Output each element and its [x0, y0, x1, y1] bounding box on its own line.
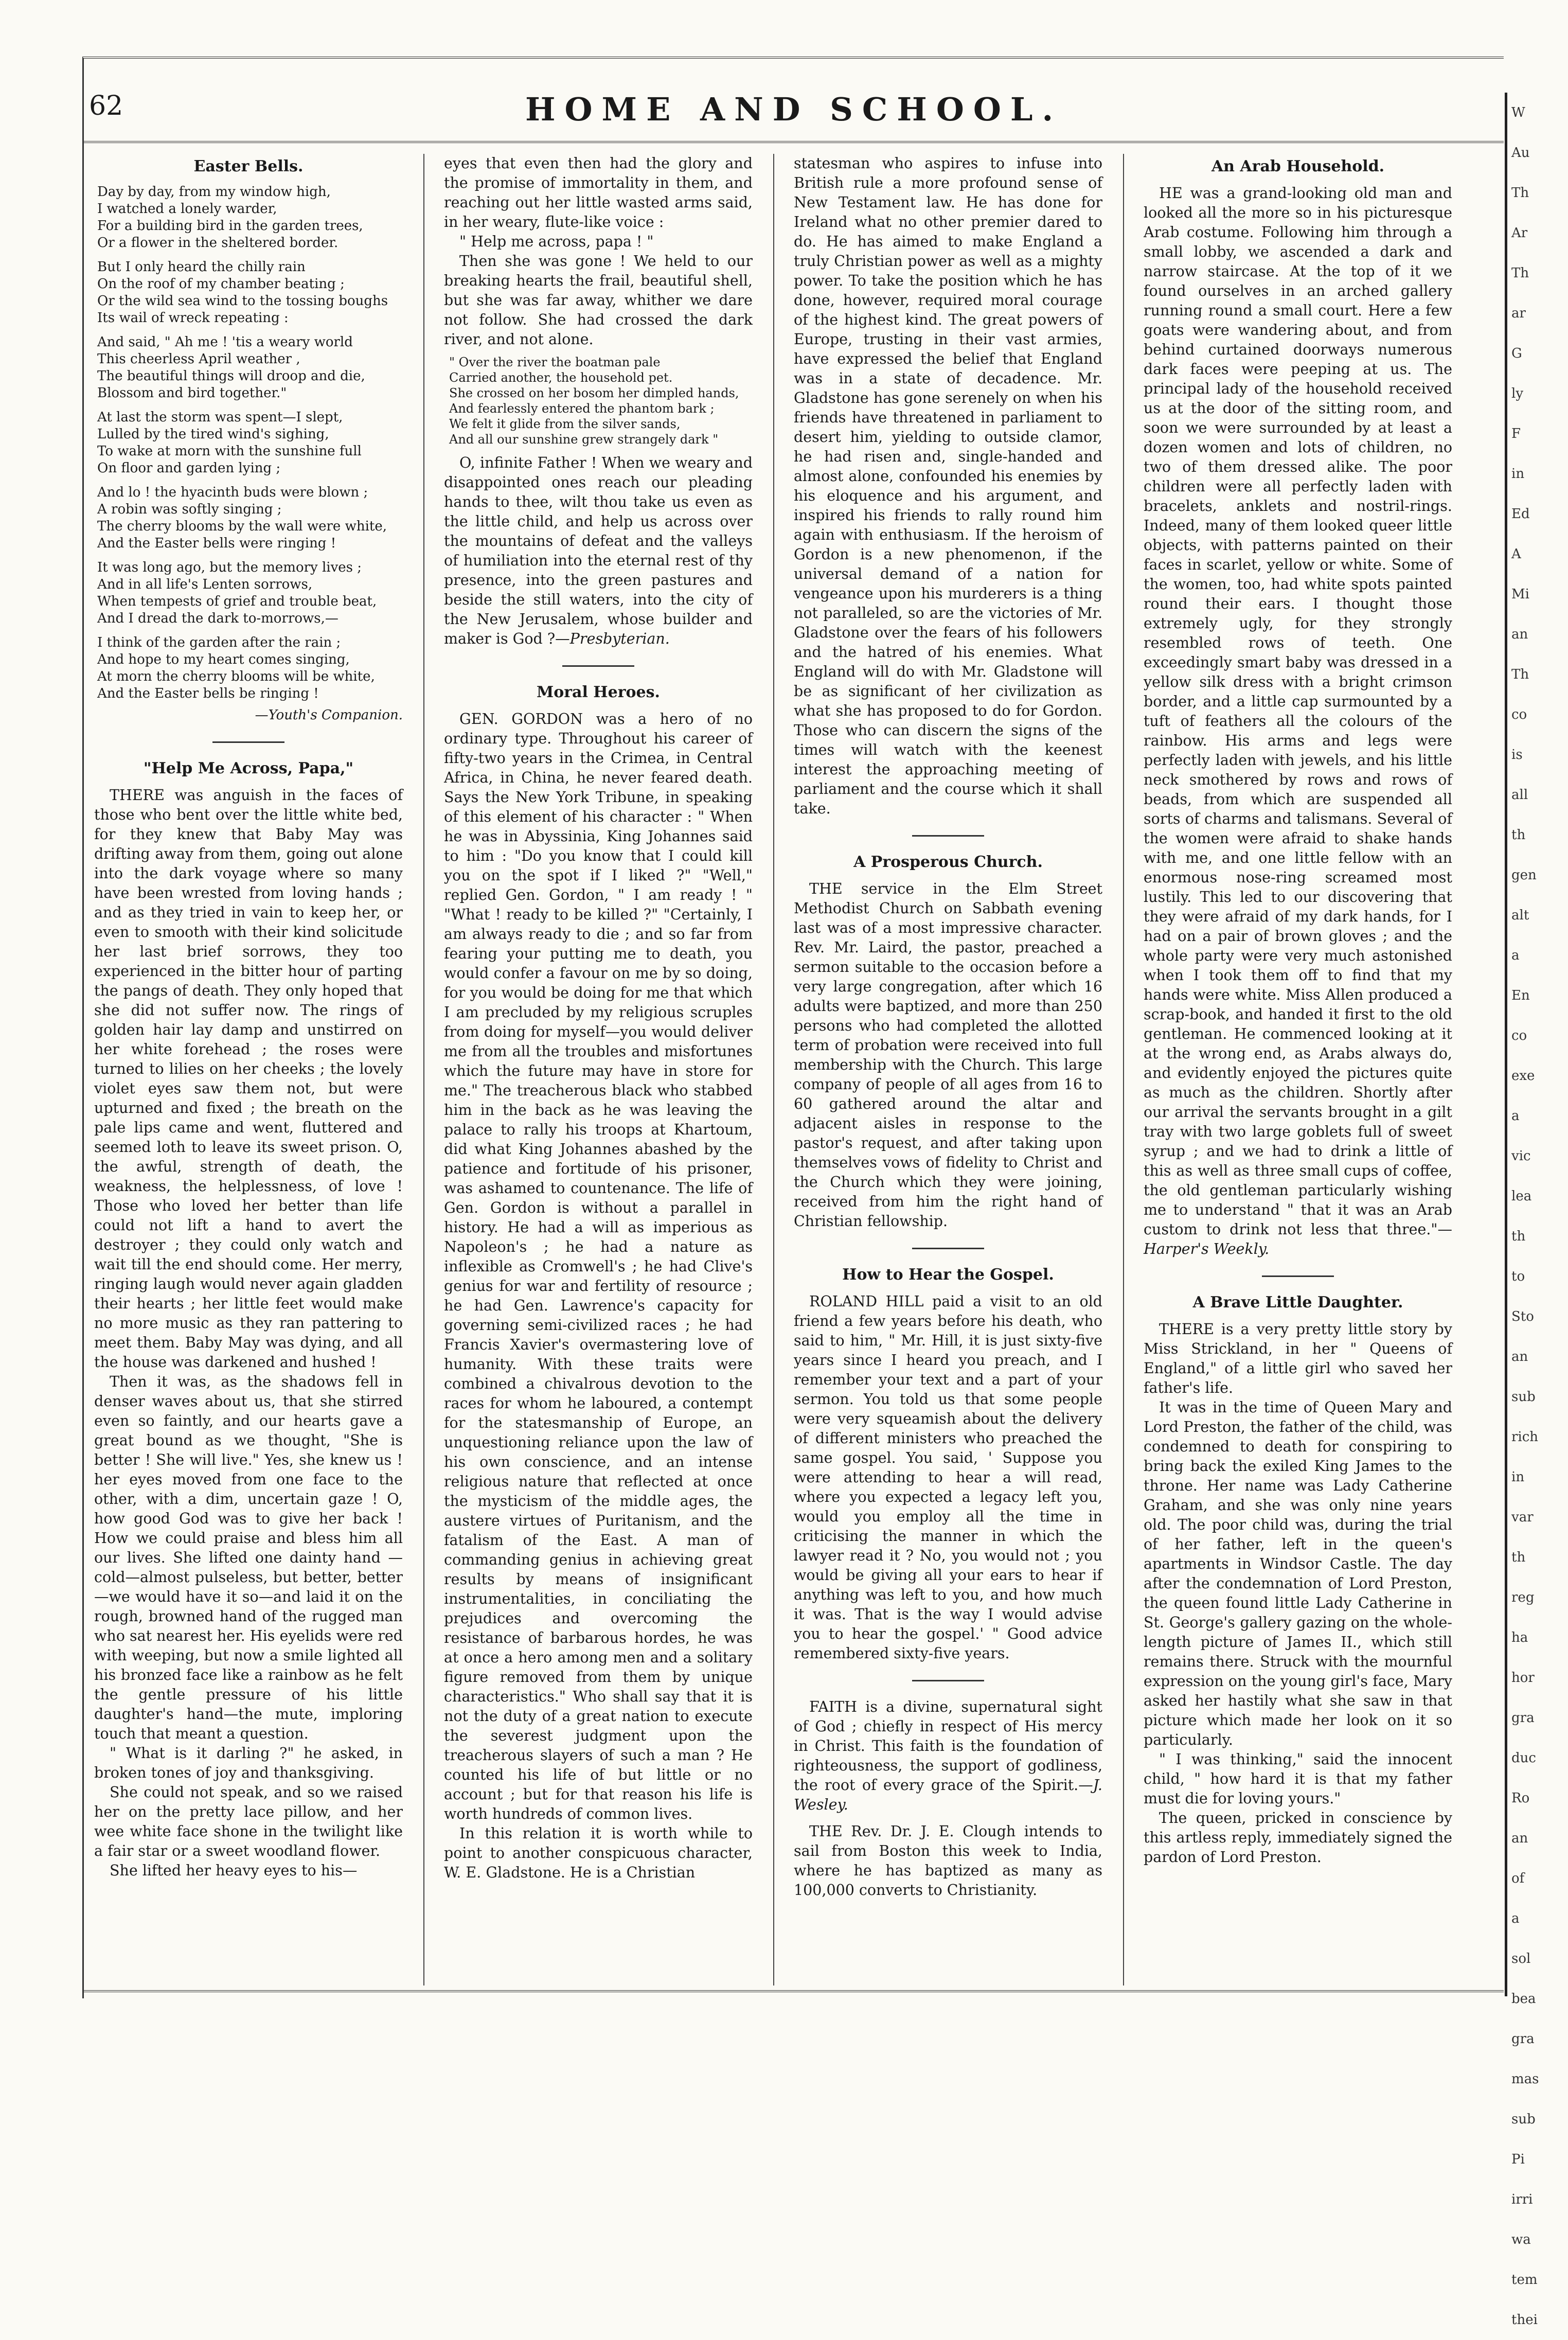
separator: [794, 826, 1102, 845]
article-faith: [794, 1697, 1102, 1815]
margin-fragment: is: [1511, 747, 1523, 763]
margin-fragment: G: [1511, 346, 1522, 361]
column-1: [94, 154, 403, 1986]
paragraph: " I was thinking," said the innocent child, " how hard it is that my father must die for loving yours.": [1144, 1751, 1452, 1807]
article-continuation-moral-heroes: [794, 154, 1102, 819]
margin-fragment: bea: [1511, 1991, 1536, 2007]
margin-fragment: W: [1511, 105, 1525, 120]
margin-fragment: ly: [1511, 386, 1524, 401]
margin-fragment: Mi: [1511, 587, 1529, 602]
margin-fragment: gra: [1511, 1710, 1535, 1726]
page-frame: [82, 57, 1504, 1998]
poem-stanza: It was long ago, but the memory lives ; And in all life's Lenten sorrows, When tempests of grief and trouble beat, And I dread the dark to-morrows,—: [97, 560, 377, 626]
source-credit: Harper's Weekly.: [1144, 1240, 1270, 1257]
page-header: [84, 79, 1504, 143]
margin-fragment: mas: [1511, 2071, 1539, 2087]
article-body-hear-gospel: [794, 1292, 1102, 1663]
margin-fragment: an: [1511, 627, 1528, 642]
column-divider: [1123, 154, 1124, 1986]
article-body-help-me-across: [94, 786, 403, 1881]
paragraph: THE Rev. Dr. J. E. Clough intends to sail from Boston this week to India, where he has baptized as many as 100,000 converts to Christianity.: [794, 1823, 1102, 1899]
margin-fragment: thei: [1511, 2312, 1538, 2328]
margin-fragment: Pi: [1511, 2152, 1525, 2167]
margin-fragment: vic: [1511, 1148, 1531, 1164]
margin-fragment: gra: [1511, 2031, 1535, 2047]
poem-stanza: But I only heard the chilly rain On the roof of my chamber beating ; Or the wild sea wind to the tossing boughs Its wail of wreck repeating :: [97, 259, 388, 326]
margin-fragment: Th: [1511, 667, 1529, 682]
paragraph: She could not speak, and so we raised her on the pretty lace pillow, and her wee white face shone in the twilight like a fair star or a sweet woodland flower.: [94, 1784, 403, 1859]
poem-easter-bells: [97, 184, 403, 702]
margin-fragment: th: [1511, 1229, 1526, 1244]
margin-fragment: Sto: [1511, 1309, 1534, 1324]
separator: [94, 732, 403, 752]
article-body-prosperous-church: [794, 879, 1102, 1231]
margin-fragment: sol: [1511, 1951, 1531, 1966]
poem-stanza: Day by day, from my window high, I watched a lonely warder, For a building bird in the garden trees, Or a flower in the sheltered border.: [97, 184, 363, 251]
margin-fragment: ha: [1511, 1630, 1528, 1645]
paragraph: Then she was gone ! We held to our breaking hearts the frail, beautiful shell, but she was far away, whither we dare not follow. She had crossed the dark river, and not alone.: [444, 253, 753, 348]
page-title: HOME AND SCHOOL.: [525, 91, 1063, 128]
separator: [794, 1671, 1102, 1690]
article-body-moral-heroes: [444, 710, 753, 1883]
paragraph: Then it was, as the shadows fell in denser waves about us, that she stirred even so faintly, and our hearts gave a great bound as we thought, "She is better ! She will live." Yes, she knew us ! her eyes moved from one face to the other, with a dim, uncertain gaze ! O, how good God was to give her back ! How we could praise and bless him all our lives. She lifted one dainty hand —cold—almost pulseless, but better, better—we would have it so—and laid it on the rough, browned hand of the rugged man who sat nearest her. His eyelids were red with weeping, but now a smile lighted all his bronzed face like a rainbow as he felt the gentle pressure of his little daughter's hand—the mute, imploring touch that meant a question.: [94, 1373, 403, 1742]
poem-stanza: I think of the garden after the rain ; And hope to my heart comes singing, At morn the cherry blooms will be white, And the Easter bells be ringing !: [97, 635, 375, 701]
article-ending: [444, 453, 753, 649]
columns: [94, 154, 1504, 1986]
margin-fragment: lea: [1511, 1189, 1532, 1204]
paragraph: She lifted her heavy eyes to his—: [110, 1862, 358, 1879]
paragraph: In this relation it is worth while to point to another conspicuous character, W. E. Gladstone. He is a Christian: [444, 1825, 753, 1881]
margin-fragment: gen: [1511, 867, 1537, 883]
margin-fragment: a: [1511, 1911, 1520, 1926]
margin-fragment: sub: [1511, 1389, 1536, 1405]
paragraph: eyes that even then had the glory and the promise of immortality in them, and reaching out her little wasted arms said, in her weary, flute-like voice :: [444, 155, 753, 231]
margin-fragment: exe: [1511, 1068, 1535, 1084]
paragraph: THERE was anguish in the faces of those who bent over the little white bed, for they knew that Baby May was drifting away from them, going out alone into the dark voyage where so many have been wrested from loving hands ; and as they tried in vain to keep her, or even to smooth with their kind solicitude her last brief sorrows, they too experienced in the bitter hour of parting the pangs of death. They only hoped that she did not suffer now. The rings of golden hair lay damp and unstirred on her white forehead ; the roses were turned to lilies on her cheeks ; the lovely violet eyes saw them not, but were upturned and fixed ; the breath on the pale lips came and went, fluttered and seemed loth to leave its sweet prison. O, the awful, strength of death, the weakness, the helplessness, of love ! Those who loved her better than life could not lift a hand to avert the destroyer ; they could only watch and wait till the end should come. Her merry, ringing laugh would never again gladden their hearts ; her little feet would make no more music as they ran pattering to meet them. Baby May was dying, and all the house was darkened and hushed !: [94, 787, 403, 1371]
margin-fragment: an: [1511, 1831, 1528, 1846]
article-body-arab-household: [1144, 184, 1452, 1259]
margin-fragment: F: [1511, 426, 1521, 441]
margin-fragment: to: [1511, 1269, 1525, 1284]
article-title-hear-gospel: How to Hear the Gospel.: [842, 1266, 1054, 1284]
margin-fragment: Ro: [1511, 1791, 1530, 1806]
paragraph: The queen, pricked in conscience by this artless reply, immediately signed the pardon of Lord Preston.: [1144, 1810, 1452, 1866]
article-body-brave-daughter: [1144, 1320, 1452, 1867]
page-number: 62: [89, 91, 123, 121]
margin-fragment: Ar: [1511, 225, 1528, 241]
poem-source: —Youth's Companion.: [255, 707, 403, 723]
article-title-moral-heroes: Moral Heroes.: [537, 683, 660, 701]
margin-fragment: all: [1511, 787, 1528, 803]
margin-fragment: in: [1511, 1469, 1525, 1485]
column-4: [1144, 154, 1452, 1986]
margin-fragment: a: [1511, 948, 1520, 963]
paragraph: [1144, 184, 1452, 1259]
margin-fragment: tem: [1511, 2272, 1538, 2288]
paragraph: THERE is a very pretty little story by Miss Strickland, in her " Queens of England," of a little girl who saved her father's life.: [1144, 1321, 1452, 1396]
margin-fragment: alt: [1511, 908, 1529, 923]
paragraph: It was in the time of Queen Mary and Lord Preston, the father of the child, was condemned to death for conspiring to bring back the exiled King James to the throne. Her name was Lady Catherine Graham, and she was only nine years old. The poor child was, during the trial of her father, left in the queen's apartments in Windsor Castle. The day after the condemnation of Lord Preston, the queen found little Lady Catherine in St. George's gallery gazing on the whole-length picture of James II., which still remains there. Struck with the mournful expression on the young girl's face, Mary asked her hastily what she saw in that picture which made her look on it so particularly.: [1144, 1399, 1452, 1748]
poem-stanza: At last the storm was spent—I slept, Lulled by the tired wind's sighing, To wake at morn with the sunshine full On floor and garden lying ;: [97, 410, 362, 476]
margin-fragment: Au: [1511, 145, 1530, 161]
column-2: [444, 154, 753, 1986]
quoted-verse: " Over the river the boatman pale Carried another, the household pet. She crossed on her bosom her dimpled hands, And fearlessly entered the phantom bark ; We felt it glide from the silver sands, And all our sunshine grew strangely dark ": [449, 355, 739, 447]
article-title-brave-daughter: A Brave Little Daughter.: [1192, 1293, 1403, 1311]
margin-fragment: sub: [1511, 2112, 1536, 2127]
margin-fragment: th: [1511, 827, 1526, 843]
source-credit: Presbyterian.: [569, 630, 670, 647]
margin-fragment: wa: [1511, 2232, 1531, 2247]
margin-fragment: in: [1511, 466, 1525, 482]
separator: [794, 1238, 1102, 1258]
paragraph-text: FAITH is a divine, supernatural sight of God ; chiefly in respect of His mercy in Christ. This faith is the foundation of righteousness, the support of godliness, the root of every grace of the Spirit.—: [794, 1698, 1102, 1794]
margin-fragment: En: [1511, 988, 1530, 1003]
separator: [1144, 1266, 1452, 1286]
margin-fragment: hor: [1511, 1670, 1535, 1686]
margin-fragment: Th: [1511, 185, 1529, 201]
margin-fragment: th: [1511, 1550, 1526, 1565]
margin-fragment: var: [1511, 1510, 1534, 1525]
margin-fragment: duc: [1511, 1750, 1536, 1766]
margin-fragment: a: [1511, 1108, 1520, 1124]
margin-fragment: Ed: [1511, 506, 1530, 522]
margin-fragment: rich: [1511, 1429, 1539, 1445]
margin-fragment: irri: [1511, 2192, 1533, 2207]
poem-stanza: And said, " Ah me ! 'tis a weary world This cheerless April weather , The beautiful things will droop and die, Blossom and bird together.": [97, 334, 365, 401]
column-divider: [423, 154, 424, 1986]
paragraph-text: O, infinite Father ! When we weary and disappointed ones reach our pleading hands to thee, wilt thou take us even as the little child, and help us across over the mountains of defeat and the valleys of humiliation into the eternal rest of thy presence, into the green pastures and beside the still waters, into the city of the New Jerusalem, whose builder and maker is God ?—: [444, 454, 753, 647]
margin-fragment: reg: [1511, 1590, 1535, 1605]
article-title-easter-bells: Easter Bells.: [193, 157, 304, 175]
paragraph: THE service in the Elm Street Methodist Church on Sabbath evening last was of a most impressive character. Rev. Mr. Laird, the pastor, preached a sermon suitable to the occasion before a very large congregation, after which 16 adults were baptized, and more than 250 persons who had completed the allotted term of probation were received into full membership with the Church. This large company of people of all ages from 16 to 60 gathered around the altar and adjacent aisles in response to the pastor's request, and after taking upon themselves vows of fidelity to Christ and the Church which they were joining, received from him the right hand of Christian fellowship.: [794, 880, 1102, 1230]
margin-fragment: an: [1511, 1349, 1528, 1364]
paragraph-text: HE was a grand-looking old man and looked all the more so in his picturesque Arab costume. Following him through a small lobby, we ascended a dark and narrow staircase. At the top of it we found ourselves in an arched gallery running round a small court. Here a few goats were wandering about, and from behind curtained doorways numerous dark faces were peeping at us. The principal lady of the household received us at the door of the sitting room, and soon we were surrounded by at least a dozen women and lots of children, no two of them dressed alike. The poor children were all perfectly laden with bracelets, anklets and nostril-rings. Indeed, many of them looked queer little objects, with patterns painted on their faces in scarlet, yellow or white. Some of the women, too, had white spots painted round their ears. I thought those extremely ugly, for they strongly resembled rows of teeth. One exceedingly smart baby was dressed in a yellow silk dress with a bright crimson border, and a little cap surmounted by a tuft of feathers all the colours of the rainbow. His arms and legs were perfectly laden with jewels, and his little neck smothered by rows and rows of beads, from which are suspended all sorts of charms and talismans. Several of the women were afraid to shake hands with me, and one little fellow with an enormous nose-ring screamed most lustily. This led to our discovering that they were afraid of my dark hands, for I had on a pair of brown gloves ; and the whole party were very much astonished when I took them off to find that my hands were white. Miss Allen produced a scrap-book, and handed it first to the old gentleman. He commenced looking at it at the wrong end, as Arabs always do, and evidently enjoyed the pictures quite as much as the children. Shortly after our arrival the servants brought in a gilt tray with two large goblets full of sweet syrup ; and we had to drink a little of this as well as three small cups of coffee, the old gentleman particularly wishing me to understand " that it was an Arab custom to drink not less that three."—: [1144, 185, 1452, 1238]
margin-fragment: co: [1511, 707, 1527, 722]
article-title-help-me-across: "Help Me Across, Papa,": [143, 759, 354, 777]
margin-fragment: Th: [1511, 265, 1529, 281]
article-continuation: [444, 154, 753, 349]
paragraph: ROLAND HILL paid a visit to an old friend a few years before his death, who said to him, " Mr. Hill, it is just sixty-five years since I heard you preach, and I remember your text and a part of your sermon. You told us that some people were very squeamish about the delivery of different ministers who preached the same gospel. You said, ' Suppose you were attending to hear a will read, where you expected a legacy left you, would you employ all the time in criticising the manner in which the lawyer read it ? No, you would not ; you would be giving all your ears to hear if anything was left to you, and how much it was. That is the way I would advise you to hear the gospel.' " Good advice remembered sixty-five years.: [794, 1293, 1102, 1662]
paragraph: " What is it darling ?" he asked, in broken tones of joy and thanksgiving.: [94, 1745, 403, 1781]
margin-fragment: ar: [1511, 306, 1526, 321]
paragraph: " Help me across, papa ! ": [459, 233, 654, 250]
article-clough: [794, 1822, 1102, 1900]
source-credit: J. Wesley.: [794, 1777, 1102, 1813]
article-title-prosperous-church: A Prosperous Church.: [853, 853, 1043, 871]
margin-fragment: A: [1511, 546, 1521, 562]
paragraph: statesman who aspires to infuse into British rule a more profound sense of New Testament law. He has done for Ireland what no other premier dared to do. He has aimed to make England a truly Christian power as well as a mighty power. To take the position which he has done, however, required moral courage of the highest kind. The great powers of Europe, trusting in their vast armies, have expressed the belief that England was in a state of decadence. Mr. Gladstone has gone serenely on when his friends have threatened in parliament to desert him, yielding to outside clamor, he had risen and, single-handed and almost alone, confounded his enemies by his eloquence and his argument, and inspired his friends to rally round him again with enthusiasm. If the heroism of Gordon is a new phenomenon, if the universal demand of a nation for vengeance upon his murderers is a thing not paralleled, so are the victories of Mr. Gladstone over the fears of his followers and the hatred of his enemies. What England will do with Mr. Gladstone will be as significant of her civilization as what she has proposed to do for Gordon. Those who can discern the signs of the times will watch with the keenest interest the approaching meeting of parliament and the course which it shall take.: [794, 155, 1102, 817]
paragraph: [794, 1697, 1102, 1815]
page-footer-rule: [84, 1990, 1504, 1998]
column-divider: [773, 154, 774, 1986]
separator: [444, 656, 753, 676]
poem-stanza: And lo ! the hyacinth buds were blown ; A robin was softly singing ; The cherry blooms by the wall were white, And the Easter bells were ringing !: [97, 485, 387, 551]
adjacent-page-margin: [1505, 93, 1568, 2328]
margin-fragment: of: [1511, 1871, 1525, 1886]
margin-fragment: co: [1511, 1028, 1527, 1043]
article-title-arab-household: An Arab Household.: [1211, 157, 1385, 175]
column-3: [794, 154, 1102, 1986]
paragraph: GEN. GORDON was a hero of no ordinary type. Throughout his career of fifty-two years in the Crimea, in Central Africa, in China, he never feared death. Says the New York Tribune, in speaking of this element of his character : " When he was in Abyssinia, King Johannes said to him : "Do you know that I could kill you on the spot if I liked ?" "Well," replied Gen. Gordon, " I am ready ! " "What ! ready to be killed ?" "Certainly, I am always ready to die ; and so far from fearing your putting me to death, you would confer a favour on me by so doing, for you would be doing for me that which I am precluded by my religious scruples from doing for myself—you would deliver me from all the troubles and misfortunes which the future may have in store for me." The treacherous black who stabbed him in the back as he was leaving the palace to rally his troops at Khartoum, did what King Johannes abashed by the patience and fortitude of his prisoner, was ashamed to countenance. The life of Gen. Gordon is without a parallel in history. He had a will as imperious as Napoleon's ; he had a nature as inflexible as Cromwell's ; he had Clive's genius for war and fertility of resource ; he had Gen. Lawrence's capacity for governing semi-civilized races ; he had Francis Xavier's overmastering love of humanity. With these traits were combined a chivalrous devotion to the races for whom he laboured, a contempt for the statesmanship of Europe, an unquestioning reliance upon the law of his own conscience, and an intense religious nature that reflected at once the mysticism of the middle ages, the austere virtues of Puritanism, and the fatalism of the East. A man of commanding genius in achieving great results by means of insignificant instrumentalities, in conciliating the prejudices and overcoming the resistance of barbarous hordes, he was at once a hero among men and a solitary figure removed from them by unique characteristics." Who shall say that it is not the duty of a great nation to execute the severest judgment upon the treacherous slayers of such a man ? He counted his life of but little or no account ; but for that reason his life is worth hundreds of common lives.: [444, 711, 753, 1822]
paragraph: [444, 453, 753, 649]
